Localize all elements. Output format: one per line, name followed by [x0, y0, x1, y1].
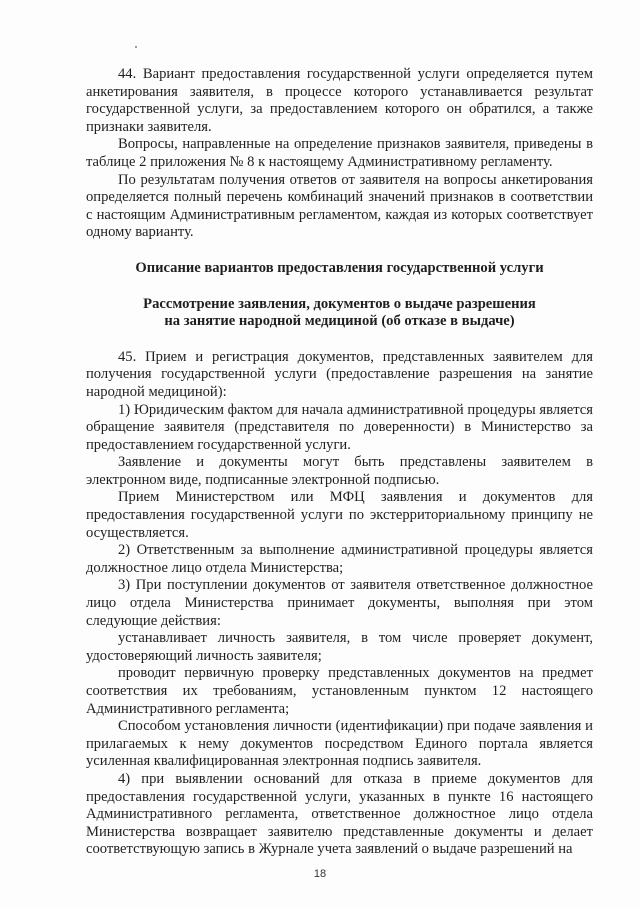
subsection-heading-line-1: Рассмотрение заявления, документов о выдаче разрешения	[143, 295, 536, 312]
paragraph-results: По результатам получения ответов от заявителя на вопросы анкетирования определяется полный перечень комбинаций значений признаков в соответствии с настоящим Административным регламентом, каждая из которых соответствует одному варианту.	[86, 171, 593, 241]
paragraph-item-4: 4) при выявлении оснований для отказа в приеме документов для предоставления государственной услуги, указанных в пункте 16 настоящего Административного регламента, ответственное должностное лицо отдела Министерства возвращает заявителю представленные документы и делает соответствующую запись в Журнале учета заявлений о выдаче разрешений на	[86, 770, 593, 858]
paragraph-electronic: Заявление и документы могут быть представлены заявителем в электронном виде, подписанные электронной подписью.	[86, 454, 593, 488]
paragraph-45: 45. Прием и регистрация документов, представленных заявителем для получения государственной услуги (предоставление разрешения на занятие народной медициной):	[86, 348, 593, 400]
section-heading: Описание вариантов предоставления государственной услуги	[135, 259, 544, 276]
paragraph-questions: Вопросы, направленные на определение признаков заявителя, приведены в таблице 2 приложения № 8 к настоящему Административному регламенту.	[86, 136, 593, 170]
paragraph-item-2: 2) Ответственным за выполнение административной процедуры является должностное лицо отдела Министерства;	[86, 542, 593, 576]
paragraph-44: 44. Вариант предоставления государственной услуги определяется путем анкетирования заявителя, в процессе которого устанавливается результат государственной услуги, за предоставлением которого он обратился, а также признаки заявителя.	[86, 66, 593, 135]
subsection-heading-line-2: на занятие народной медициной (об отказе в выдаче)	[164, 313, 515, 330]
paragraph-check: проводит первичную проверку представленных документов на предмет соответствия их требованиям, установленным пунктом 12 настоящего Административного регламента;	[86, 665, 593, 717]
page-content	[86, 66, 593, 859]
page-number: 18	[313, 868, 327, 880]
paragraph-exterritorial: Прием Министерством или МФЦ заявления и документов для предоставления государственной услуги по экстерриториальному принципу не осуществляется.	[86, 489, 593, 541]
paragraph-identification: Способом установления личности (идентификации) при подаче заявления и прилагаемых к нему документов посредством Единого портала является усиленная квалифицированная электронная подпись заявителя.	[86, 718, 593, 770]
scan-speck	[135, 46, 137, 48]
paragraph-identity: устанавливает личность заявителя, в том числе проверяет документ, удостоверяющий личность заявителя;	[86, 630, 593, 664]
paragraph-item-3: 3) При поступлении документов от заявителя ответственное должностное лицо отдела Министерства принимает документы, выполняя при этом следующие действия:	[86, 577, 593, 629]
paragraph-item-1: 1) Юридическим фактом для начала административной процедуры является обращение заявителя (представителя по доверенности) в Министерство за предоставлением государственной услуги.	[86, 401, 593, 453]
